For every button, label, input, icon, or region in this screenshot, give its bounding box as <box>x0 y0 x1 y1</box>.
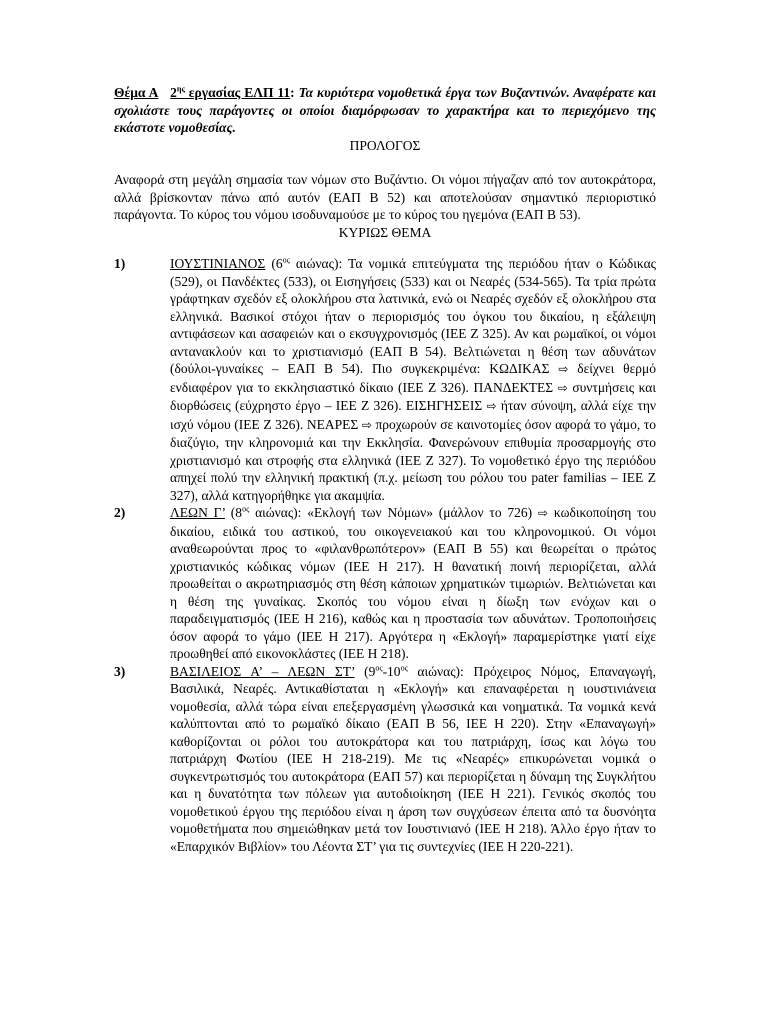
emperor-name: ΛΕΩΝ Γ’ <box>170 505 225 520</box>
emperor-name: ΒΑΣΙΛΕΙΟΣ Α’ – ΛΕΩΝ ΣΤ’ <box>170 663 355 679</box>
arrow-icon: ⇨ <box>538 506 549 520</box>
heading-number: $2^{\eta\varsigma}$ εργασίας ΕΛΠ 11 <box>170 84 291 100</box>
heading-prefix: Θέμα Α <box>114 85 159 100</box>
list-item <box>114 255 656 504</box>
document-page <box>114 84 656 855</box>
heading-colon: : <box>290 85 295 100</box>
arrow-icon: ⇨ <box>558 362 569 376</box>
arrow-icon: ⇨ <box>486 399 497 413</box>
item-number: 1) <box>114 256 126 271</box>
item-content: ΛΕΩΝ Γ’ ($8^{o\varsigma}$ αιώνας): «Εκλογή των Νόμων» (μάλλον το 726) ⇨ κωδικοποίηση του δικαίου, ειδικά του αστικού, του οικογενειακού και του κληρονομικού. Οι νόμοι αναθεωρούνται προς το «φιλανθρωπότερον» (ΕΑΠ Β 55) και θεωρείται ο πρώτος χριστιανικός κώδικας νόμων (ΙΕΕ Η 217). Η θανατική ποινή περιορίζεται, αλλά προωθείται ο ακρωτηριασμός στη θέση κάποιων χρηματικών τιμωριών. Βελτιώνεται και η θέση της γυναίκας. Σκοπός του νόμου είναι η δίωξη των ενόχων και ο παραδειγματισμός (ΙΕΕ Η 216), καθώς και η προστασία των αδυνάτων. Τροποποιήσεις όσον αφορά το γάμο (ΙΕΕ Η 217). Αργότερα η «Εκλογή» παραμερίστηκε γιατί είχε προωθηθεί από εικονοκλάστες (ΙΕΕ Η 218). <box>170 504 657 661</box>
item-number: 3) <box>114 663 126 679</box>
main-title: ΚΥΡΙΩΣ ΘΕΜΑ <box>338 224 432 240</box>
emperor-name: ΙΟΥΣΤΙΝΙΑΝΟΣ <box>170 256 266 271</box>
item-number: 2) <box>114 505 126 520</box>
item-content: ΙΟΥΣΤΙΝΙΑΝΟΣ ($6^{o\varsigma}$ αιώνας): Τα νομικά επιτεύγματα της περιόδου ήταν ο Κώδικας (529), οι Πανδέκτες (533), οι Εισηγήσεις (533) και οι Νεαρές (534-565). Τα τρία πρώτα γράφτηκαν σχεδόν εξ ολοκλήρου στα λατινικά, ενώ οι Νεαρές σχεδόν εξ ολοκλήρου στα ελληνικά. Βασικοί στόχοι ήταν ο περιορισμός του όγκου του δικαίου, η εξάλειψη αντιφάσεων και ασαφειών και ο εκσυγχρονισμός (ΙΕΕ Ζ 325). Αν και ρωμαϊκοί, οι νόμοι αντανακλούν και το χριστιανισμό (ΕΑΠ Β 54). Βελτιώνεται η θέση των αδυνάτων (δούλοι-γυναίκες – ΕΑΠ Β 54). Πιο συγκεκριμένα: ΚΩΔΙΚΑΣ ⇨ δείχνει θερμό ενδιαφέρον για το εκκλησιαστικό δίκαιο (ΙΕΕ Ζ 326). ΠΑΝΔΕΚΤΕΣ ⇨ συντμήσεις και διορθώσεις (εύχρηστο έργο – ΙΕΕ Ζ 326). ΕΙΣΗΓΗΣΕΙΣ ⇨ ήταν σύνοψη, αλλά είχε την ισχύ νόμου (ΙΕΕ Ζ 326). ΝΕΑΡΕΣ ⇨ προχωρούν σε καινοτομίες όσον αφορά το γάμο, το διαζύγιο, την κληρονομιά και την Εκκλησία. Φανερώνουν επιθυμία προσαρμογής στο χριστιανισμό και στροφής στα ελληνικά (ΙΕΕ Ζ 327). Το νομοθετικό έργο της περιόδου απηχεί πολύ την ελληνική πρακτική (π.χ. μείωση του ρόλου του pater familias – ΙΕΕ Ζ 327), αλλά κατηγορήθηκε για ακαμψία. <box>170 255 657 503</box>
item-content: ΒΑΣΙΛΕΙΟΣ Α’ – ΛΕΩΝ ΣΤ’ ($9^{o\varsigma}-10^{o\varsigma}$ αιώνας): Πρόχειρος Νόμος, Επαναγωγή, Βασιλικά, Νεαρές. Αντικαθίσταται η «Εκλογή» και επαναφέρεται η ιουστινιάνεια νομοθεσία, αλλά τώρα είναι επεξεργασμένη γλωσσικά και νοηματικά. Τα νομικά κενά καλύπτονται από το ρωμαϊκό δίκαιο (ΕΑΠ Β 56, ΙΕΕ Η 220). Στην «Επαναγωγή» καθορίζονται οι ρόλοι του αυτοκράτορα και του πατριάρχη, ίσως και λόγω του πατριάρχη Φωτίου (ΙΕΕ Η 218-219). Με τις «Νεαρές» επικυρώνεται νομικά ο συγκεντρωτισμός του αυτοκράτορα (ΕΑΠ 57) και περιορίζεται η δύναμη της Συγκλήτου και η δυνατότητα των πόλεων για αυτοδιοίκηση (ΙΕΕ Η 221). Γενικός σκοπός του νομοθετικού έργου της περιόδου είναι η άρση των συγχύσεων έπειτα από τα δυσνόητα νομοθετήματα που σημειώθηκαν μετά τον Ιουστινιανό (ΙΕΕ Η 218). Άλλο έργο ήταν το «Επαρχικόν Βιβλίον» του Λέοντα ΣΤ’ για τις συντεχνίες (ΙΕΕ Η 220-221). <box>170 663 656 854</box>
list-item <box>114 663 656 856</box>
prologue-text: Αναφορά στη μεγάλη σημασία των νόμων στο Βυζάντιο. Οι νόμοι πήγαζαν από τον αυτοκράτορα, αλλά βρίσκονταν πάνω από αυτόν (ΕΑΠ Β 52) και αποτελούσαν σημαντικό περιοριστικό παράγοντα. Το κύρος του νόμου ισοδυναμούσε με το κύρος του ηγεμόνα (ΕΑΠ Β 53). <box>114 172 656 222</box>
arrow-icon: ⇨ <box>557 380 568 395</box>
prologue-title: ΠΡΟΛΟΓΟΣ <box>349 137 421 153</box>
list-item <box>114 504 656 663</box>
emperor-list <box>114 255 656 855</box>
heading-topic: Τα κυριότερα νομοθετικά έργα των Βυζαντινών. Αναφέρατε και σχολιάστε τους παράγοντες οι οποίοι διαμόρφωσαν το χαρακτήρα και το περιεχόμενο της εκάστοτε νομοθεσίας. <box>114 85 657 135</box>
document-heading <box>114 84 656 137</box>
arrow-icon: ⇨ <box>361 417 372 432</box>
